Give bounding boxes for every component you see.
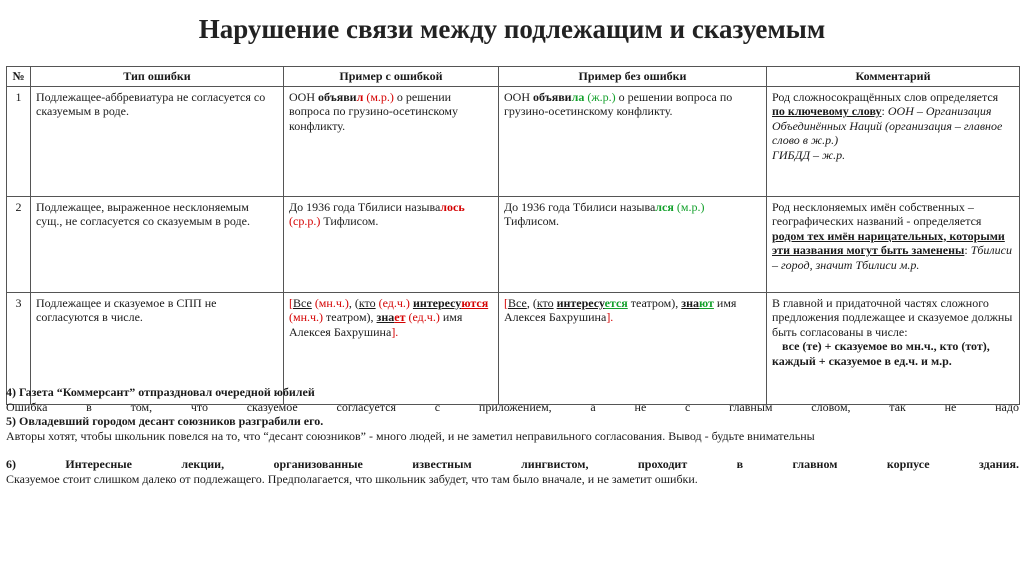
notes-section (6, 385, 1019, 486)
header-num: № (7, 67, 31, 87)
comment: Род несклоняемых имён собственных – географических названий - определяется родом тех имён нарицательных, которыми эти названия могут быть заменены: Тбилиси – город, значит Тбилиси м.р. (767, 196, 1020, 292)
header-correct-example: Пример без ошибки (499, 67, 767, 87)
correct-example: ООН объявила (ж.р.) о решении вопроса по грузино-осетинскому конфликту. (499, 86, 767, 196)
header-comment: Комментарий (767, 67, 1020, 87)
note-4-text: Ошибка в том, что сказуемое согласуется с приложением, а не с главным словом, так не надо (6, 399, 1019, 414)
note-6-text: Сказуемое стоит слишком далеко от подлежащего. Предполагается, что школьник забудет, что там было вначале, и не заметит ошибки. (6, 471, 698, 486)
comment: Род сложносокращённых слов определяется по ключевому слову: ООН – Организация Объединённых Наций (организация – главное слово в ж.р.) ГИБДД – ж.р. (767, 86, 1020, 196)
error-example: ООН объявил (м.р.) о решении вопроса по грузино-осетинскому конфликту. (284, 86, 499, 196)
note-5-text: Авторы хотят, чтобы школьник повелся на то, что “десант союзников” - много людей, и не заметил неправильного согласования. Вывод - будьте внимательны (6, 428, 815, 443)
correct-example: До 1936 года Тбилиси назывался (м.р.) Тифлисом. (499, 196, 767, 292)
error-example: [Все (мн.ч.), (кто (ед.ч.) интересуются (мн.ч.) театром), знает (ед.ч.) имя Алексея Бахрушина]. (284, 292, 499, 404)
row-number: 3 (7, 292, 31, 404)
table-row (7, 86, 1020, 196)
error-type: Подлежащее, выраженное несклоняемым сущ., не согласуется со сказуемым в роде. (31, 196, 284, 292)
header-row (7, 67, 1020, 87)
row-number: 2 (7, 196, 31, 292)
page-title: Нарушение связи между подлежащим и сказуемым (198, 14, 826, 44)
error-type: Подлежащее и сказуемое в СПП не согласуются в числе. (31, 292, 284, 404)
correct-example: [Все, (кто интересуется театром), знают имя Алексея Бахрушина]. (499, 292, 767, 404)
error-table (6, 66, 1020, 405)
note-6-title: 6) Интересные лекции, организованные известным лингвистом, проходит в главном корпусе здания. (6, 457, 1019, 471)
comment: В главной и придаточной частях сложного предложения подлежащее и сказуемое должны быть согласованы в числе: все (те) + сказуемое во мн.ч., кто (тот), каждый + сказуемое в ед.ч. и м.р. (767, 292, 1020, 404)
note-5-title: 5) Овладевший городом десант союзников разграбили его. (6, 414, 324, 428)
header-type: Тип ошибки (31, 67, 284, 87)
error-example: До 1936 года Тбилиси называлось (ср.р.) Тифлисом. (284, 196, 499, 292)
row-number: 1 (7, 86, 31, 196)
note-4-title: 4) Газета “Коммерсант” отпраздновал очередной юбилей (6, 385, 315, 399)
table-row (7, 196, 1020, 292)
error-type: Подлежащее-аббревиатура не согласуется со сказуемым в роде. (31, 86, 284, 196)
header-error-example: Пример с ошибкой (284, 67, 499, 87)
